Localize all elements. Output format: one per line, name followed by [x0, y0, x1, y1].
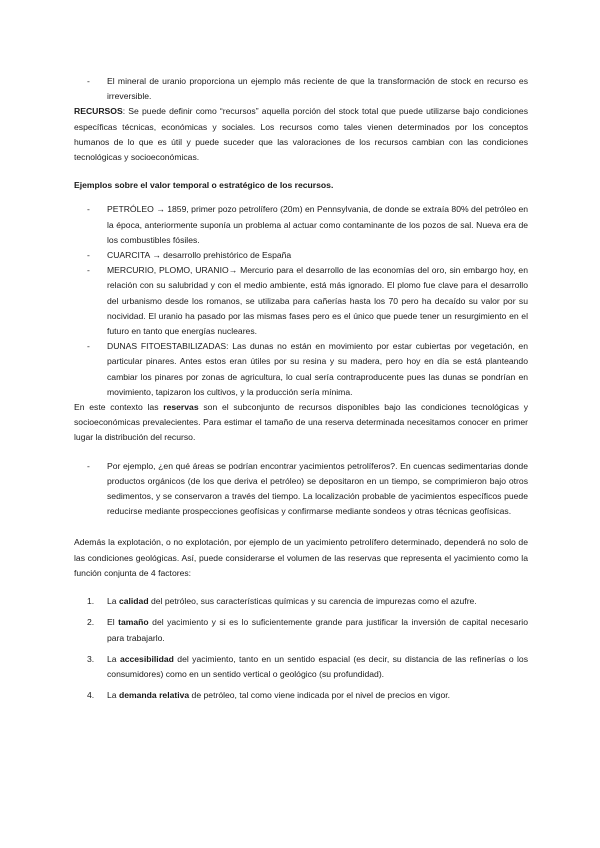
reservas-lead: En este contexto las	[74, 402, 164, 413]
dash-marker: -	[87, 341, 90, 352]
list-item-text: DUNAS FITOESTABILIZADAS: Las dunas no están en movimiento por estar cubiertas por vegetación, en particular pinares. Antes estos eran útiles por su resina y su madera, pero hoy en día se está planteando cambiar los pinares por zonas de agricultura, lo cual sería contraproducente pues las dunas se pondrían en movimiento, tapizaron los cultivos, y la producción sería mínima.	[107, 341, 528, 397]
list-item	[74, 652, 528, 682]
recursos-term: RECURSOS	[74, 106, 123, 117]
recursos-definition: : Se puede definir como “recursos” aquella porción del stock total que puede utilizarse bajo condiciones específicas técnicas, económicas y sociales. Los recursos como tales vienen determinados por los conceptos humanos de lo que es útil y puede suceder que las valoraciones de los recursos cambian con las condiciones tecnológicas y socioeconómicas.	[74, 106, 528, 163]
factor-term: accesibilidad	[119, 653, 174, 664]
intro-bullet-list	[74, 74, 528, 104]
list-item	[74, 74, 528, 104]
factor-term: calidad	[118, 596, 149, 607]
list-item	[74, 248, 528, 263]
list-item-text: El mineral de uranio proporciona un ejemplo más reciente de que la transformación de stock en recurso es irreversible.	[107, 76, 528, 102]
document-body	[74, 74, 528, 709]
factor-term: demanda relativa	[118, 690, 190, 701]
dash-marker: -	[87, 250, 90, 261]
list-item-text: PETRÓLEO → 1859, primer pozo petrolífero (20m) en Pennsylvania, de donde se extraía 80% del petróleo en la época, anteriormente suponía un problema al actuar como contaminante de los pozos de sal. Nueva era de los combustibles fósiles.	[107, 204, 528, 245]
dash-marker: -	[87, 76, 90, 86]
list-item	[74, 594, 528, 609]
factor-text: de petróleo, tal como viene indicada por el nivel de precios en vigor.	[189, 690, 451, 701]
list-item-text: MERCURIO, PLOMO, URANIO→ Mercurio para el desarrollo de las economías del oro, sin embargo hoy, en relación con su salubridad y con el medio ambiente, está más ignorado. El plomo fue clave para el desarrollo del urbanismo desde los romanos, se utilizaba para cañerías hasta los 70 pero ha decaído su valor por su nocividad. El uranio ha pasado por las mismas fases pero es el único que puede tener un resurgimiento en el futuro en tanto que energías nucleares.	[107, 265, 528, 337]
factor-lead: El	[107, 617, 119, 628]
reservas-term: reservas	[163, 402, 199, 413]
factors-list	[74, 594, 528, 703]
list-item-text: CUARCITA → desarrollo prehistórico de España	[107, 250, 292, 261]
factor-lead: La	[107, 596, 119, 607]
factor-lead: La	[107, 690, 119, 701]
number-marker: 3.	[87, 653, 95, 664]
list-item	[74, 263, 528, 339]
recursos-paragraph	[74, 104, 528, 165]
reservas-paragraph	[74, 400, 528, 446]
list-item	[74, 459, 528, 520]
examples-list	[74, 202, 528, 400]
number-marker: 2.	[87, 617, 95, 628]
dash-marker: -	[87, 460, 90, 471]
explotacion-paragraph: Además la explotación, o no explotación, por ejemplo de un yacimiento petrolífero determinado, dependerá no solo de las condiciones geológicas. Así, puede considerarse el volumen de las reservas que representa el yacimiento como la función conjunta de 4 factores:	[74, 537, 528, 578]
example-bullet-list	[74, 459, 528, 520]
number-marker: 1.	[87, 596, 95, 607]
list-item	[74, 688, 528, 703]
list-item	[74, 339, 528, 400]
reservas-definition: son el subconjunto de recursos disponibles bajo las condiciones tecnológicas y socioeconómicas prevalecientes. Para estimar el tamaño de una reserva determinada necesitamos conocer en primer lugar la distribución del recurso.	[74, 402, 529, 443]
factor-text: del petróleo, sus características químicas y su carencia de impurezas como el azufre.	[148, 596, 477, 607]
list-item	[74, 202, 528, 248]
dash-marker: -	[87, 265, 90, 276]
list-item	[74, 615, 528, 645]
dash-marker: -	[87, 204, 90, 215]
list-item-text: Por ejemplo, ¿en qué áreas se podrían encontrar yacimientos petrolíferos?. En cuencas sedimentarias donde productos orgánicos (de los que deriva el petróleo) se depositaron en un tiempo, se comprimieron bajo otros sedimentos, y se conservaron a través del tiempo. La localización probable de yacimientos específicos puede reducirse mediante prospecciones geofísicas y confirmarse mediante sondeos y otras técnicas geofísicas.	[107, 460, 528, 517]
number-marker: 4.	[87, 690, 95, 701]
factor-text: del yacimiento, tanto en un sentido espacial (es decir, su distancia de las refinerías o los consumidores) como en un sentido vertical o geológico (su profundidad).	[107, 653, 528, 679]
examples-heading: Ejemplos sobre el valor temporal o estratégico de los recursos.	[74, 180, 334, 191]
factor-term: tamaño	[118, 617, 149, 628]
factor-text: del yacimiento y si es lo suficientemente grande para justificar la inversión de capital necesario para trabajarlo.	[107, 617, 528, 643]
factor-lead: La	[107, 653, 120, 664]
